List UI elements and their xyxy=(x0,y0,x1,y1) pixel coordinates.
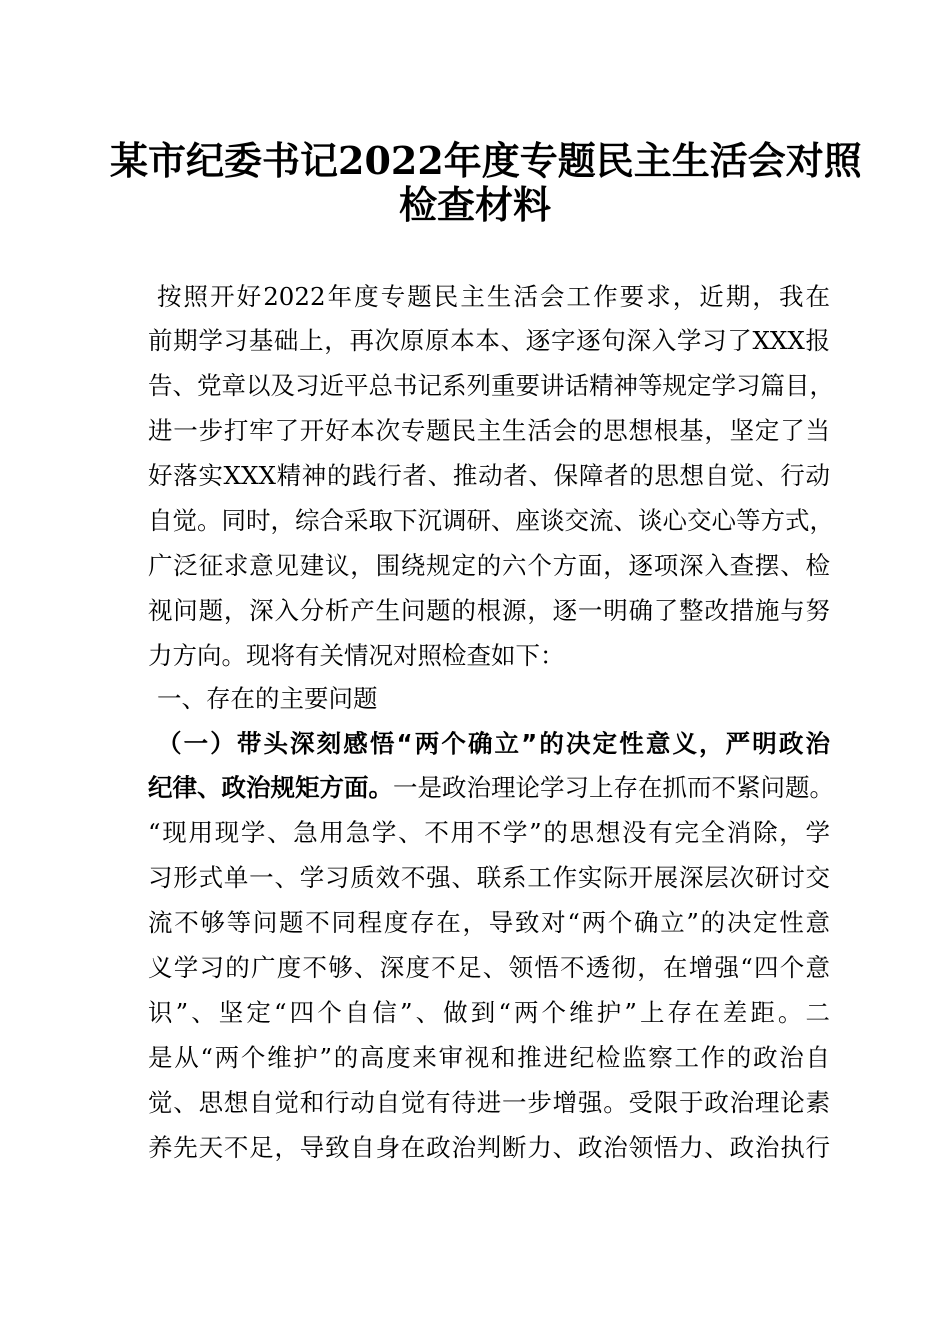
paragraph-line: 习形式单一、学习质效不强、联系工作实际开展深层次研讨交 xyxy=(148,863,830,892)
document-title-line-1: 某市纪委书记2022年度专题民主生活会对照 xyxy=(110,138,862,183)
paragraph-line: 按照开好2022年度专题民主生活会工作要求，近期，我在 xyxy=(157,282,830,311)
paragraph-line: 力方向。现将有关情况对照检查如下： xyxy=(148,641,565,670)
paragraph-line xyxy=(148,773,834,803)
item-subheading xyxy=(157,729,830,759)
paragraph-line: 养先天不足，导致自身在政治判断力、政治领悟力、政治执行 xyxy=(148,1133,830,1162)
paragraph-text: 一是政治理论学习上存在抓而不紧问题。 xyxy=(393,773,834,802)
paragraph-line: 是从“两个维护”的高度来审视和推进纪检监察工作的政治自 xyxy=(148,1043,830,1072)
paragraph-line: 义学习的广度不够、深度不足、领悟不透彻，在增强“四个意 xyxy=(148,953,830,982)
paragraph-line: 视问题，深入分析产生问题的根源，逐一明确了整改措施与努 xyxy=(148,596,830,625)
paragraph-line: 进一步打牢了开好本次专题民主生活会的思想根基，坚定了当 xyxy=(148,416,830,445)
paragraph-line: 流不够等问题不同程度存在，导致对“两个确立”的决定性意 xyxy=(148,908,830,937)
item-subheading-cont: 纪律、政治规矩方面。 xyxy=(148,773,393,802)
paragraph-line: 告、党章以及习近平总书记系列重要讲话精神等规定学习篇目， xyxy=(148,371,834,400)
paragraph-line: 识”、坚定“四个自信”、做到“两个维护”上存在差距。二 xyxy=(148,998,830,1027)
paragraph-line: 前期学习基础上，再次原原本本、逐字逐句深入学习了XXX报 xyxy=(148,326,830,355)
section-heading: 一、存在的主要问题 xyxy=(157,684,378,713)
paragraph-line: 好落实XXX精神的践行者、推动者、保障者的思想自觉、行动 xyxy=(148,461,830,490)
document-title-line-2: 检查材料 xyxy=(398,182,551,227)
paragraph-line: 广泛征求意见建议，围绕规定的六个方面，逐项深入查摆、检 xyxy=(148,551,830,580)
paragraph-line: 觉、思想自觉和行动自觉有待进一步增强。受限于政治理论素 xyxy=(148,1088,830,1117)
item-subheading-text: （一）带头深刻感悟“两个确立”的决定性意义，严明政治 xyxy=(157,729,830,758)
paragraph-line: “现用现学、急用急学、不用不学”的思想没有完全消除，学 xyxy=(148,818,830,847)
paragraph-line: 自觉。同时，综合采取下沉调研、座谈交流、谈心交心等方式， xyxy=(148,506,834,535)
